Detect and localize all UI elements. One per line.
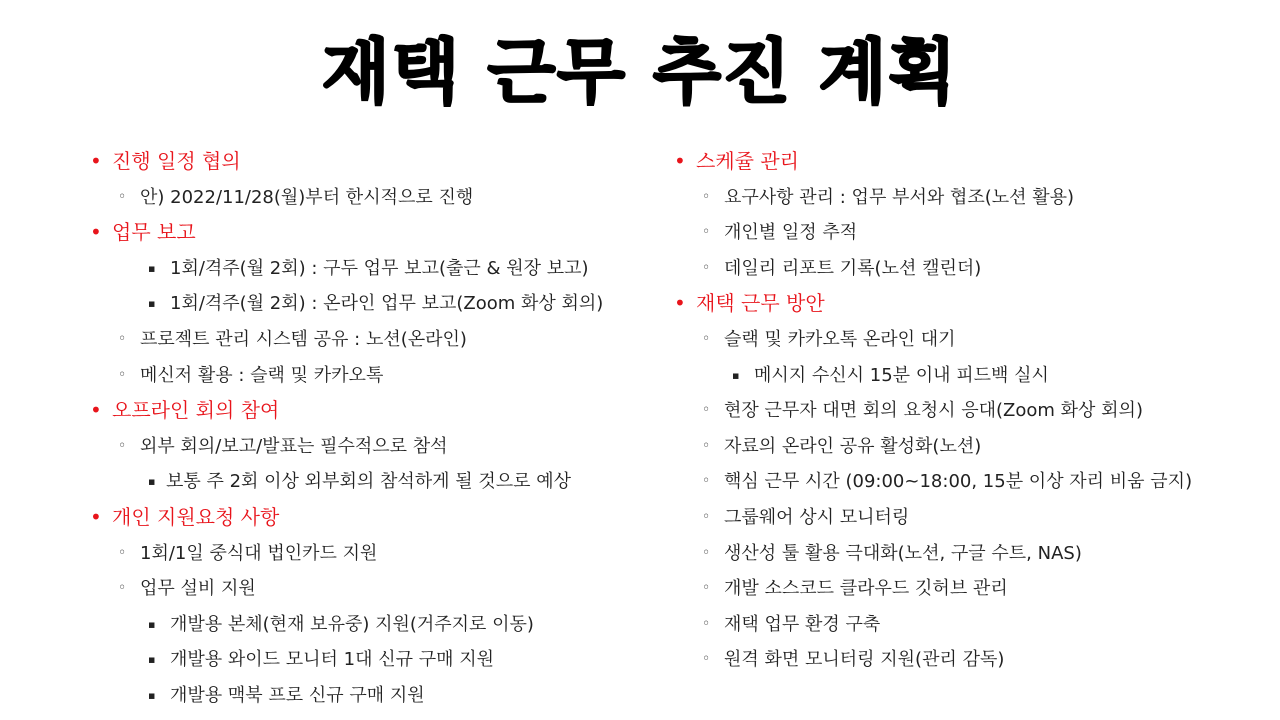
list-item <box>672 286 1232 322</box>
bullet-circle: ◦ <box>702 402 711 419</box>
bullet-circle: ◦ <box>702 224 711 241</box>
list-item <box>88 571 648 607</box>
item-text: 핵심 근무 시간 (09:00~18:00, 15분 이상 자리 비움 금지) <box>724 471 1193 493</box>
bullet-dot: • <box>90 220 102 245</box>
list-item <box>88 180 648 216</box>
item-text: 개발용 와이드 모니터 1대 신규 구매 지원 <box>170 649 494 671</box>
bullet-square: ▪ <box>148 297 156 311</box>
bullet-circle: ◦ <box>702 580 711 597</box>
item-text: 외부 회의/보고/발표는 필수적으로 참석 <box>140 435 448 457</box>
item-text: 1회/격주(월 2회) : 온라인 업무 보고(Zoom 화상 회의) <box>170 293 604 315</box>
heading-text: 개인 지원요청 사항 <box>112 504 280 529</box>
list-item <box>88 393 648 429</box>
list-item <box>672 322 1232 358</box>
item-text: 원격 화면 모니터링 지원(관리 감독) <box>724 649 1005 671</box>
heading-text: 오프라인 회의 참여 <box>112 398 280 423</box>
item-text: 개발용 본체(현재 보유중) 지원(거주지로 이동) <box>170 613 534 635</box>
list-item <box>88 322 648 358</box>
item-text: 슬랙 및 카카오톡 온라인 대기 <box>724 328 956 350</box>
item-text: 자료의 온라인 공유 활성화(노션) <box>724 435 982 457</box>
bullet-circle: ◦ <box>118 580 127 597</box>
item-text: 개발 소스코드 클라우드 깃허브 관리 <box>724 578 1008 600</box>
bullet-circle: ◦ <box>702 330 711 347</box>
item-text: 개발용 맥북 프로 신규 구매 지원 <box>170 684 425 706</box>
bullet-square: ▪ <box>732 368 740 382</box>
heading-text: 진행 일정 협의 <box>112 149 241 173</box>
list-item <box>88 215 648 251</box>
list-item <box>672 464 1232 500</box>
list-item <box>672 429 1232 465</box>
item-text: 1회/1일 중식대 법인카드 지원 <box>140 542 378 564</box>
bullet-circle: ◦ <box>118 330 127 347</box>
list-item <box>88 607 648 643</box>
bullet-square: ▪ <box>148 688 156 702</box>
bullet-square: ▪ <box>148 475 156 489</box>
list-item <box>88 678 648 714</box>
item-text: 개인별 일정 추적 <box>724 222 858 244</box>
bullet-dot: • <box>674 149 686 173</box>
heading-text: 업무 보고 <box>112 220 196 245</box>
heading-text: 재택 근무 방안 <box>696 291 825 316</box>
item-text: 요구사항 관리 : 업무 부서와 협조(노션 활용) <box>724 186 1075 208</box>
bullet-circle: ◦ <box>702 188 711 205</box>
list-item <box>88 500 648 536</box>
item-text: 업무 설비 지원 <box>140 578 256 600</box>
item-text: 보통 주 2회 이상 외부회의 참석하게 될 것으로 예상 <box>166 471 571 493</box>
list-item <box>88 144 648 180</box>
bullet-square: ▪ <box>148 617 156 631</box>
list-item <box>88 536 648 572</box>
list-item <box>672 393 1232 429</box>
bullet-circle: ◦ <box>118 188 127 205</box>
list-item <box>672 571 1232 607</box>
bullet-dot: • <box>90 149 102 173</box>
item-text: 1회/격주(월 2회) : 구두 업무 보고(출근 & 원장 보고) <box>170 257 589 279</box>
list-item <box>672 536 1232 572</box>
list-item <box>88 358 648 394</box>
list-item <box>672 251 1232 287</box>
list-item <box>88 464 648 500</box>
bullet-circle: ◦ <box>118 437 127 454</box>
bullet-dot: • <box>90 504 102 529</box>
list-item <box>672 180 1232 216</box>
item-text: 메신저 활용 : 슬랙 및 카카오톡 <box>140 364 384 386</box>
bullet-circle: ◦ <box>702 651 711 668</box>
item-text: 생산성 툴 활용 극대화(노션, 구글 수트, NAS) <box>724 542 1082 564</box>
list-item <box>672 500 1232 536</box>
bullet-circle: ◦ <box>702 473 711 490</box>
list-item <box>88 642 648 678</box>
list-item <box>672 642 1232 678</box>
item-text: 프로젝트 관리 시스템 공유 : 노션(온라인) <box>140 328 467 350</box>
heading-text: 스케쥴 관리 <box>696 149 799 173</box>
list-item <box>88 286 648 322</box>
bullet-circle: ◦ <box>118 366 127 383</box>
bullet-square: ▪ <box>148 261 156 275</box>
bullet-circle: ◦ <box>702 259 711 276</box>
bullet-dot: • <box>90 398 102 423</box>
bullet-circle: ◦ <box>702 544 711 561</box>
bullet-circle: ◦ <box>702 508 711 525</box>
item-text: 재택 업무 환경 구축 <box>724 613 881 635</box>
list-item <box>672 607 1232 643</box>
item-text: 데일리 리포트 기록(노션 캘린더) <box>724 257 982 279</box>
list-item <box>88 251 648 287</box>
item-text: 안) 2022/11/28(월)부터 한시적으로 진행 <box>140 186 474 208</box>
list-item <box>672 358 1232 394</box>
list-item <box>88 429 648 465</box>
item-text: 현장 근무자 대면 회의 요청시 응대(Zoom 화상 회의) <box>724 400 1143 422</box>
bullet-square: ▪ <box>148 653 156 667</box>
item-text: 그룹웨어 상시 모니터링 <box>724 506 910 528</box>
list-item <box>672 215 1232 251</box>
bullet-circle: ◦ <box>118 544 127 561</box>
bullet-circle: ◦ <box>702 437 711 454</box>
right-column <box>672 144 1232 678</box>
bullet-dot: • <box>674 291 686 316</box>
bullet-circle: ◦ <box>702 615 711 632</box>
page-title: 재택 근무 추진 계획 <box>321 31 959 113</box>
left-column <box>88 144 648 714</box>
item-text: 메시지 수신시 15분 이내 피드백 실시 <box>754 364 1049 386</box>
list-item <box>672 144 1232 180</box>
